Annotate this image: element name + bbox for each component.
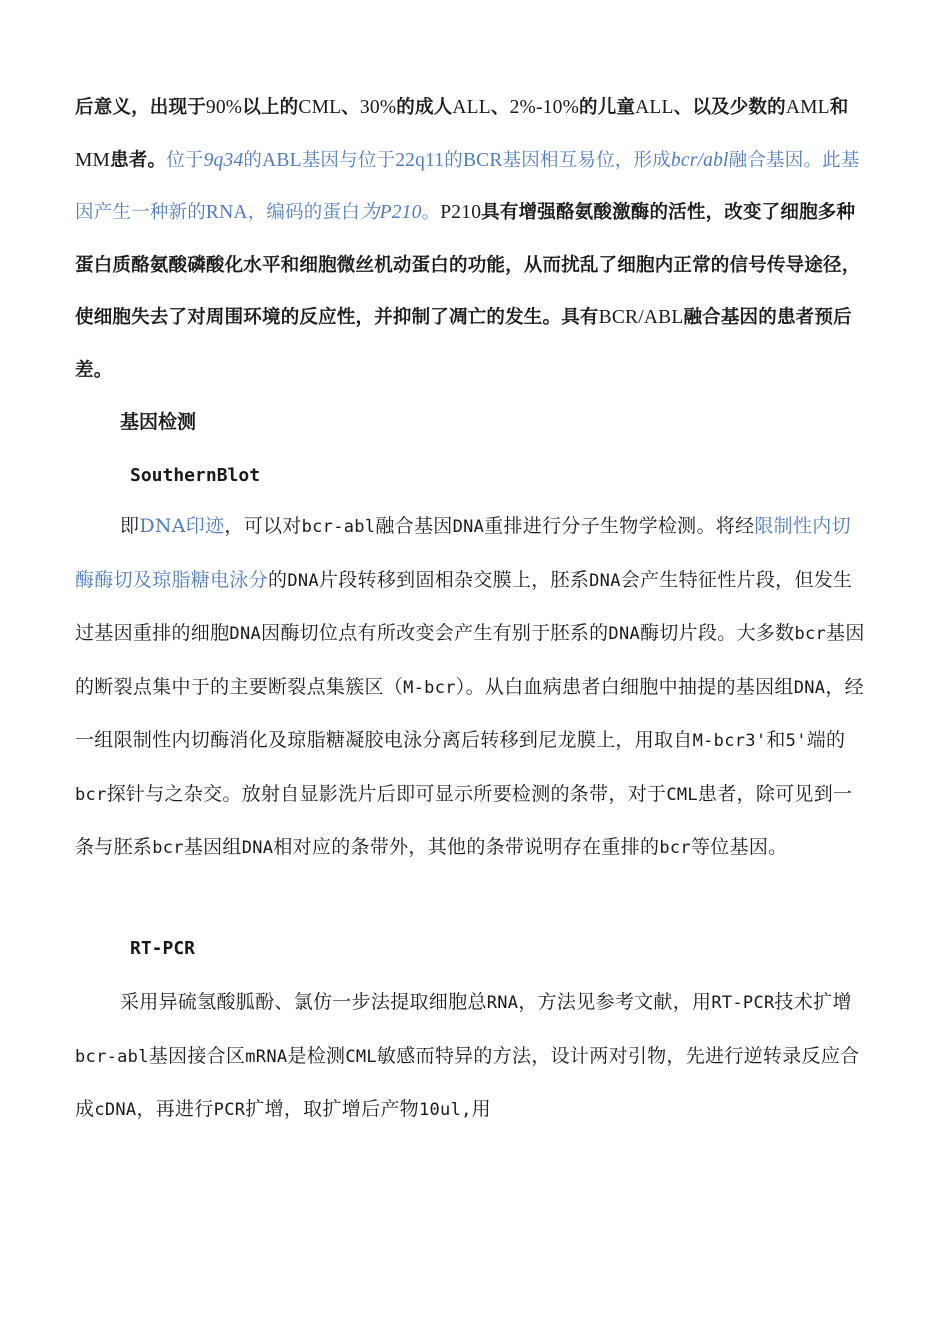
heading-southern-blot: SouthernBlot bbox=[130, 465, 261, 486]
paragraph-rt-pcr: 采用异硫氢酸胍酚、氯仿一步法提取细胞总RNA，方法见参考文献，用RT-PCR技术扩增bcr-abl基因接合区mRNA是检测CML敏感而特异的方法，设计两对引物，先进行逆转录反应合成cDNA，再进行PCR扩增，取扩增后产物10ul,用 bbox=[75, 991, 860, 1120]
link-restriction-electrophoresis[interactable]: 限制性内切酶酶切及琼脂糖电泳分 bbox=[75, 515, 851, 591]
heading-rt-pcr: RT-PCR bbox=[130, 938, 196, 959]
link-dna-blot[interactable]: DNA印迹 bbox=[139, 515, 225, 537]
heading-gene-detection: 基因检测 bbox=[120, 411, 197, 433]
paragraph-bcr-abl-significance: 后意义，出现于90%以上的CML、30%的成人ALL、2%-10%的儿童ALL、以及少数的AML和MM患者。位于9q34的ABL基因与位于22q11的BCR基因相互易位，形成bcr/abl融合基因。此基因产生一种新的RNA，编码的蛋白为P210。P210具有增强酪氨酸激酶的活性，改变了细胞多种蛋白质酪氨酸磷酸化水平和细胞微丝机动蛋白的功能，从而扰乱了细胞内正常的信号传导途径，使细胞失去了对周围环境的反应性，并抑制了凋亡的发生。具有BCR/ABL融合基因的患者预后差。 bbox=[75, 97, 861, 381]
paragraph-southern-blot: 即DNA印迹，可以对bcr-abl融合基因DNA重排进行分子生物学检测。将经限制性内切酶酶切及琼脂糖电泳分的DNA片段转移到固相杂交膜上，胚系DNA会产生特征性片段，但发生过基因重排的细胞DNA因酶切位点有所改变会产生有别于胚系的DNA酶切片段。大多数bcr基因的断裂点集中于的主要断裂点集簇区（M-bcr）。从白血病患者白细胞中抽提的基因组DNA，经一组限制性内切酶消化及琼脂糖凝胶电泳分离后转移到尼龙膜上，用取自M-bcr3'和5'端的bcr探针与之杂交。放射自显影洗片后即可显示所要检测的条带，对于CML患者，除可见到一条与胚系bcr基因组DNA相对应的条带外，其他的条带说明存在重排的bcr等位基因。 bbox=[75, 515, 865, 858]
translocation-highlight: 位于9q34的ABL基因与位于22q11的BCR基因相互易位，形成bcr/abl融合基因。此基因产生一种新的RNA，编码的蛋白为P210。 bbox=[75, 149, 860, 223]
